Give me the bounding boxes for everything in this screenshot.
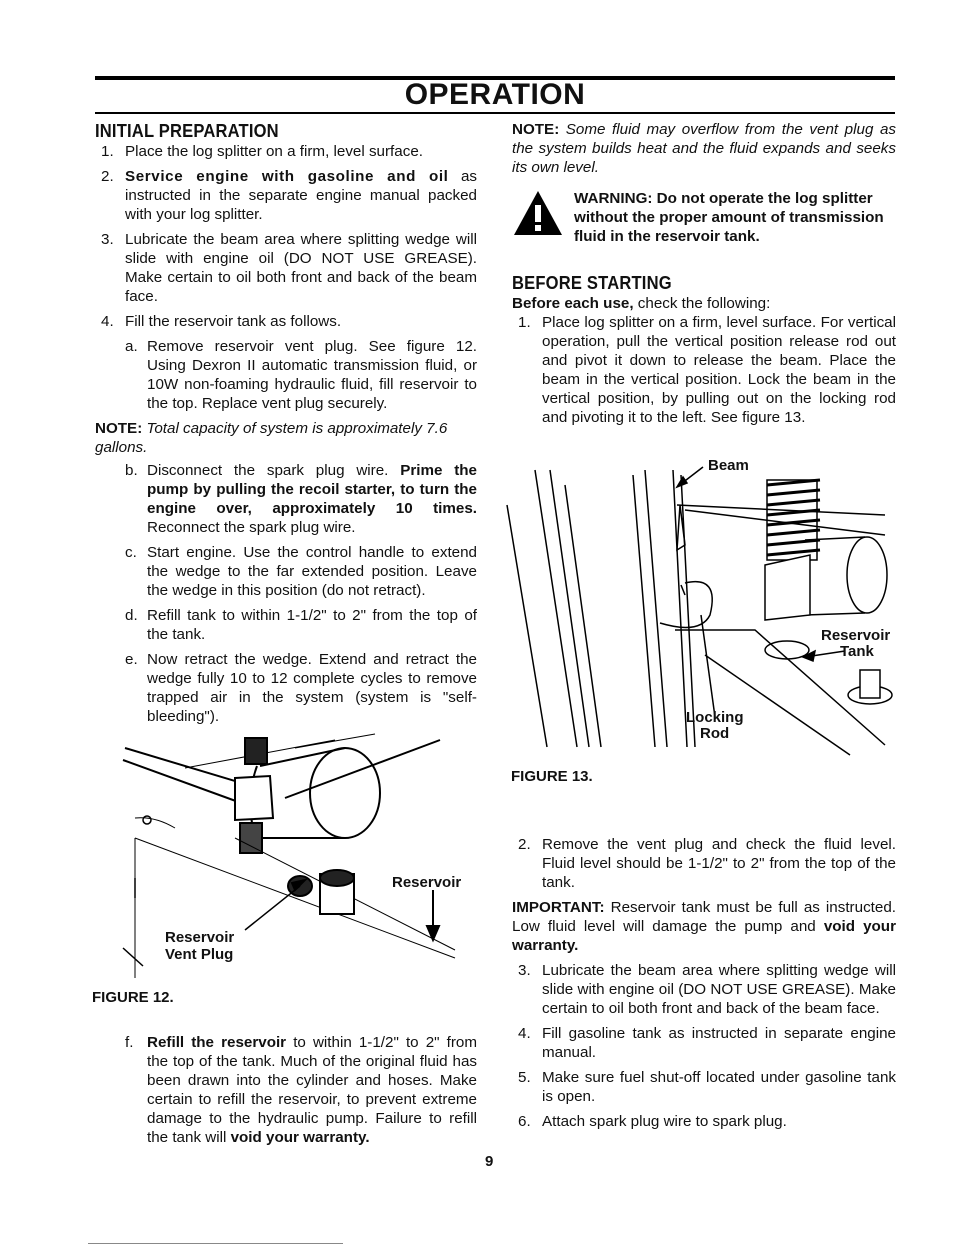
item-text: Now retract the wedge. Extend and retract the wedge fully 10 to 12 complete cycles to remove trapped air in the system (system is "self-bleeding"). xyxy=(147,651,477,725)
figure-12-label-vent-line2: Vent Plug xyxy=(165,946,234,963)
list-item xyxy=(512,313,896,427)
right-column xyxy=(512,120,896,433)
bold-text: Refill the reservoir xyxy=(147,1034,287,1051)
body-text: Reconnect the spark plug wire. xyxy=(147,519,356,536)
figure-13-label-locking-line2: Rod xyxy=(700,725,730,742)
item-text xyxy=(125,167,477,224)
sub-list-item xyxy=(125,337,477,413)
body-text: Disconnect the spark plug wire. xyxy=(147,462,401,479)
sub-list-item xyxy=(125,543,477,600)
item-number: 2. xyxy=(518,836,531,853)
item-text: Start engine. Use the control handle to extend the wedge to the far extended position. Leave the wedge in this position (do not retract). xyxy=(147,544,477,599)
before-starting-heading: BEFORE STARTING xyxy=(512,273,672,293)
item-text: Remove reservoir vent plug. See figure 12. Using Dexron II automatic transmission fluid, or 10W non-foaming hydraulic fluid, fill reservoir to the top. Replace vent plug securely. xyxy=(147,338,477,412)
item-text: Place log splitter on a firm, level surface. For vertical operation, pull the vertical position release rod out and pivot it down to release the beam. Place the beam in the vertical position. Lock the beam in the vertical position, by pulling out on the locking rod and pivoting it to the left. See figure 13. xyxy=(542,314,896,426)
figure-12-label-vent-line1: Reservoir xyxy=(165,929,235,946)
page-number: 9 xyxy=(485,1153,494,1170)
item-number: 2. xyxy=(101,168,114,185)
item-text: Place the log splitter on a firm, level surface. xyxy=(125,143,423,160)
bold-text: Prime the pump by pulling the recoil starter, to turn the engine over, approximately 10 times. xyxy=(147,462,477,517)
sub-list-item xyxy=(125,650,477,726)
item-letter: a. xyxy=(125,338,138,355)
right-column-lower xyxy=(512,835,896,1137)
bold-text: void your warranty. xyxy=(230,1129,370,1146)
figure-13-label-reservoir-line2: Tank xyxy=(840,643,874,660)
note-text: Reservoir tank must be full as instructed. Low fluid level will damage the pump and xyxy=(512,899,896,935)
item-letter: b. xyxy=(125,462,138,479)
sub-list-item xyxy=(125,606,477,644)
item-text: Refill tank to within 1-1/2" to 2" from the top of the tank. xyxy=(147,607,477,643)
list-item xyxy=(95,142,477,161)
item-letter: d. xyxy=(125,607,138,624)
body-text: check the following: xyxy=(633,295,771,312)
body-text: to within 1-1/2" to 2" from the top of the tank. Much of the original fluid has been drawn into the cylinder and hoses. Make certain to refill the reservoir, to prevent extreme damage to the hydraulic pump. Failure to refill the tank will xyxy=(147,1034,478,1146)
figure-12-illustration xyxy=(95,728,475,978)
before-starting-intro xyxy=(512,294,896,313)
item-text: Make sure fuel shut-off located under gasoline tank is open. xyxy=(542,1069,896,1105)
note-text: Total capacity of system is approximately 7.6 gallons. xyxy=(95,420,448,456)
item-letter: f. xyxy=(125,1034,134,1051)
item-letter: c. xyxy=(125,544,137,561)
item-text: Fill the reservoir tank as follows. xyxy=(125,313,342,330)
item-text: Lubricate the beam area where splitting wedge will slide with engine oil (DO NOT USE GREASE). Make certain to oil both front and back of the beam face. xyxy=(125,231,477,305)
item-text: Fill gasoline tank as instructed in separate engine manual. xyxy=(542,1025,896,1061)
list-item xyxy=(512,835,896,892)
item-text xyxy=(147,461,477,537)
sub-list-item xyxy=(125,461,477,537)
item-number: 6. xyxy=(518,1113,531,1130)
list-item xyxy=(95,312,477,331)
figure-12-label-reservoir: Reservoir xyxy=(392,874,462,891)
figure-13-label-reservoir-line1: Reservoir xyxy=(821,627,891,644)
header-bottom-rule xyxy=(95,112,895,114)
important-note xyxy=(512,898,896,955)
note-label: NOTE: xyxy=(512,121,560,138)
item-number: 1. xyxy=(518,314,531,331)
note-label: IMPORTANT: xyxy=(512,899,605,916)
initial-preparation-heading: INITIAL PREPARATION xyxy=(95,121,279,141)
item-letter: e. xyxy=(125,651,138,668)
bold-text: void your warranty. xyxy=(512,918,896,954)
sub-list-item xyxy=(125,1033,477,1147)
bold-text: Before each use, xyxy=(512,295,634,312)
item-number: 4. xyxy=(518,1025,531,1042)
capacity-note xyxy=(95,419,477,457)
figure-13-caption: FIGURE 13. xyxy=(511,768,593,785)
item-text xyxy=(147,1033,477,1147)
item-number: 3. xyxy=(518,962,531,979)
figure-13-label-locking-line1: Locking xyxy=(686,709,744,726)
footer-rule xyxy=(88,1243,343,1244)
item-number: 4. xyxy=(101,313,114,330)
note-text: Some fluid may overflow from the vent plug as the system builds heat and the fluid expands and seeks its own level. xyxy=(512,121,896,176)
overflow-note xyxy=(512,120,896,177)
warning-box xyxy=(512,189,896,246)
item-number: 1. xyxy=(101,143,114,160)
item-number: 3. xyxy=(101,231,114,248)
body-text: as instructed in the separate engine manual packed with your log splitter. xyxy=(125,168,477,223)
list-item xyxy=(512,1068,896,1106)
list-item xyxy=(95,167,477,224)
warning-text: WARNING: Do not operate the log splitter without the proper amount of transmission fluid in the reservoir tank. xyxy=(574,190,884,245)
figure-12-caption: FIGURE 12. xyxy=(92,989,174,1006)
list-item xyxy=(512,1112,896,1131)
bold-text: Service engine with gasoline and oil xyxy=(125,168,449,185)
step-f-block xyxy=(95,1033,477,1153)
list-item xyxy=(512,1024,896,1062)
item-text: Remove the vent plug and check the fluid level. Fluid level should be 1-1/2" to 2" from the top of the tank. xyxy=(542,836,896,891)
page-title: OPERATION xyxy=(404,78,586,111)
item-text: Attach spark plug wire to spark plug. xyxy=(542,1113,787,1130)
note-label: NOTE: xyxy=(95,420,143,437)
item-text: Lubricate the beam area where splitting wedge will slide with engine oil (DO NOT USE GREASE). Make certain to oil both front and back of the beam face. xyxy=(542,962,896,1017)
left-column xyxy=(95,120,477,732)
list-item xyxy=(512,961,896,1018)
figure-13-label-beam: Beam xyxy=(708,457,749,474)
list-item xyxy=(95,230,477,306)
warning-triangle-icon xyxy=(512,189,574,246)
item-number: 5. xyxy=(518,1069,531,1086)
